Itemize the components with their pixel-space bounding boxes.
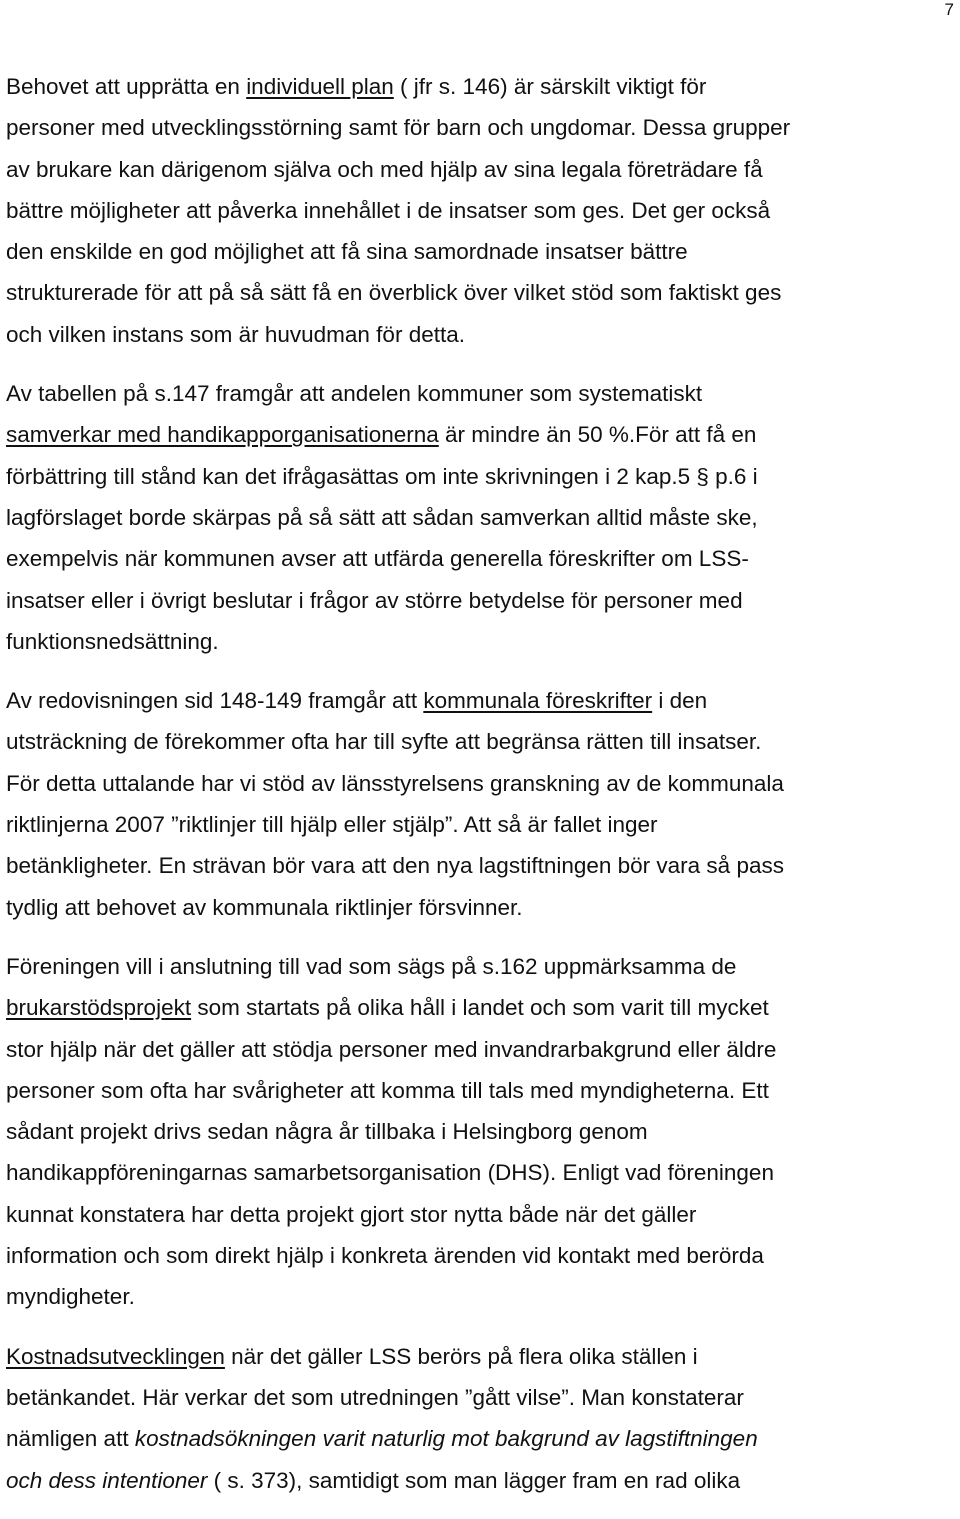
paragraph-individual-plan	[6, 66, 954, 355]
text-line: Av tabellen på s.147 framgår att andelen kommuner som systematiskt	[6, 381, 703, 407]
paragraph-kostnadsutvecklingen	[6, 1336, 954, 1501]
text-line: förbättring till stånd kan det ifrågasättas om inte skrivningen i 2 kap.5 § p.6 i	[6, 463, 758, 489]
text-line: sådant projekt drivs sedan några år tillbaka i Helsingborg genom	[6, 1119, 648, 1145]
text-line: och vilken instans som är huvudman för detta.	[6, 321, 465, 347]
paragraph-brukarstodsprojekt	[6, 946, 954, 1318]
text-line: strukturerade för att på så sätt få en överblick över vilket stöd som faktiskt ges	[6, 280, 782, 306]
document-body	[6, 66, 954, 1519]
text-line: Föreningen vill i anslutning till vad som sägs på s.162 uppmärksamma de	[6, 953, 737, 979]
text-line: betänkandet. Här verkar det som utredningen ”gått vilse”. Man konstaterar	[6, 1384, 744, 1410]
text-line: exempelvis när kommunen avser att utfärda generella föreskrifter om LSS-	[6, 546, 749, 572]
text-line: myndigheter.	[6, 1284, 135, 1310]
link-samverkan-handikapporganisationerna[interactable]: samverkar med handikapporganisationerna	[6, 422, 439, 448]
text-line: För detta uttalande har vi stöd av länsstyrelsens granskning av de kommunala	[6, 770, 784, 796]
link-brukarstodsprojekt[interactable]: brukarstödsprojekt	[6, 995, 192, 1021]
text-line: information och som direkt hjälp i konkreta ärenden vid kontakt med berörda	[6, 1243, 764, 1269]
text-line: av brukare kan därigenom själva och med hjälp av sina legala företrädare få	[6, 156, 763, 182]
text-line: den enskilde en god möjlighet att få sina samordnade insatser bättre	[6, 239, 688, 265]
text-line: kunnat konstatera har detta projekt gjort stor nytta både när det gäller	[6, 1201, 697, 1227]
text-line: Behovet att upprätta en individuell plan ( jfr s. 146) är särskilt viktigt för	[6, 74, 707, 99]
text-line: lagförslaget borde skärpas på så sätt att sådan samverkan alltid måste ske,	[6, 504, 758, 530]
link-individuell-plan[interactable]: individuell plan	[246, 74, 394, 99]
italic-text: kostnadsökningen varit naturlig mot bakgrund av lagstiftningen	[134, 1426, 758, 1452]
italic-text: och dess intentioner	[6, 1467, 208, 1493]
link-kommunala-foreskrifter[interactable]: kommunala föreskrifter	[423, 688, 653, 714]
text-line: nämligen att kostnadsökningen varit naturlig mot bakgrund av lagstiftningen	[6, 1426, 758, 1452]
text-line: stor hjälp när det gäller att stödja personer med invandrarbakgrund eller äldre	[6, 1036, 777, 1062]
text-line: bättre möjligheter att påverka innehållet i de insatser som ges. Det ger också	[6, 197, 771, 223]
paragraph-samverkan	[6, 373, 954, 662]
text-line: handikappföreningarnas samarbetsorganisation (DHS). Enligt vad föreningen	[6, 1160, 774, 1186]
text-line: betänkligheter. En strävan bör vara att den nya lagstiftningen bör vara så pass	[6, 853, 784, 879]
text-line: insatser eller i övrigt beslutar i frågor av större betydelse för personer med	[6, 587, 743, 613]
text-line: utsträckning de förekommer ofta har till syfte att begränsa rätten till insatser.	[6, 729, 762, 755]
text-line: personer som ofta har svårigheter att komma till tals med myndigheterna. Ett	[6, 1077, 769, 1103]
text-line: Av redovisningen sid 148-149 framgår att kommunala föreskrifter i den	[6, 688, 708, 714]
link-kostnadsutvecklingen[interactable]: Kostnadsutvecklingen	[6, 1343, 225, 1369]
text-line: samverkar med handikapporganisationerna är mindre än 50 %.För att få en	[6, 422, 757, 448]
text-line: riktlinjerna 2007 ”riktlinjer till hjälp eller stjälp”. Att så är fallet inger	[6, 812, 658, 838]
text-line: personer med utvecklingsstörning samt för barn och ungdomar. Dessa grupper	[6, 115, 791, 141]
text-line: Kostnadsutvecklingen när det gäller LSS berörs på flera olika ställen i	[6, 1343, 698, 1369]
paragraph-kommunala-foreskrifter	[6, 680, 954, 928]
page-number: 7	[944, 0, 954, 19]
text-line: tydlig att behovet av kommunala riktlinjer försvinner.	[6, 894, 523, 920]
text-line: funktionsnedsättning.	[6, 628, 219, 654]
text-line: brukarstödsprojekt som startats på olika håll i landet och som varit till mycket	[6, 995, 769, 1021]
text-line: och dess intentioner ( s. 373), samtidigt som man lägger fram en rad olika	[6, 1467, 741, 1493]
